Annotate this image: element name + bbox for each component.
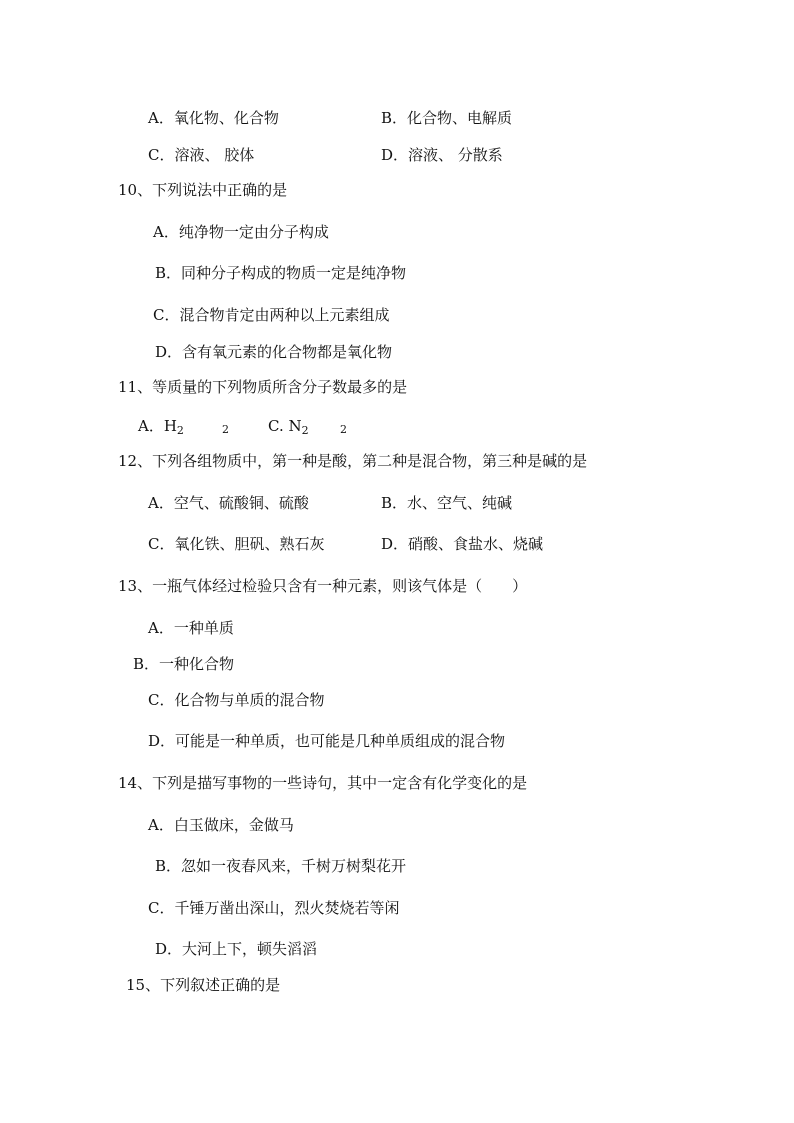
q15-stem: 15、下列叙述正确的是 [126, 976, 281, 994]
q11-fragment-subscript-2: 2 [340, 423, 347, 436]
q13-option-a: A．一种单质 [148, 619, 234, 637]
q14-option-c: C．千锤万凿出深山，烈火焚烧若等闲 [148, 899, 400, 917]
q11-fragment-subscript: 2 [222, 423, 229, 436]
q10-option-c: C．混合物肯定由两种以上元素组成 [153, 306, 390, 324]
q12-stem: 12、下列各组物质中，第一种是酸，第二种是混合物，第三种是碱的是 [118, 452, 588, 470]
q11-option-c-text: C. N [268, 417, 302, 435]
q13-option-d: D．可能是一种单质，也可能是几种单质组成的混合物 [148, 732, 506, 750]
q11-option-a [138, 416, 184, 441]
q12-option-a: A．空气、硫酸铜、硫酸 [148, 494, 309, 512]
q10-stem: 10、下列说法中正确的是 [118, 181, 288, 199]
q12-option-b: B．水、空气、纯碱 [381, 494, 513, 512]
q9-option-c: C．溶液、 胶体 [148, 146, 255, 164]
q10-option-d: D．含有氧元素的化合物都是氧化物 [155, 343, 393, 361]
q10-option-b: B．同种分子构成的物质一定是纯净物 [155, 264, 407, 282]
q11-option-a-subscript: 2 [176, 424, 184, 437]
q11-option-c [268, 416, 309, 441]
q11-option-a-text: A．H [138, 417, 177, 435]
q14-option-a: A．白玉做床，金做马 [148, 816, 294, 834]
q12-option-d: D．硝酸、食盐水、烧碱 [381, 535, 544, 553]
q14-option-b: B．忽如一夜春风来，千树万树梨花开 [155, 857, 407, 875]
q13-option-b: B．一种化合物 [133, 655, 235, 673]
q9-option-d: D．溶液、 分散系 [381, 146, 503, 164]
q11-option-c-subscript: 2 [301, 424, 309, 437]
q14-option-d: D．大河上下，顿失滔滔 [155, 940, 318, 958]
q13-stem: 13、一瓶气体经过检验只含有一种元素，则该气体是（ ） [118, 577, 528, 595]
q12-option-c: C．氧化铁、胆矾、熟石灰 [148, 535, 325, 553]
q14-stem: 14、下列是描写事物的一些诗句，其中一定含有化学变化的是 [118, 774, 528, 792]
q13-option-c: C．化合物与单质的混合物 [148, 691, 325, 709]
q10-option-a: A．纯净物一定由分子构成 [153, 223, 329, 241]
q9-option-a: A．氧化物、化合物 [148, 109, 279, 127]
q11-stem: 11、等质量的下列物质所含分子数最多的是 [118, 378, 408, 396]
q9-option-b: B．化合物、电解质 [381, 109, 513, 127]
